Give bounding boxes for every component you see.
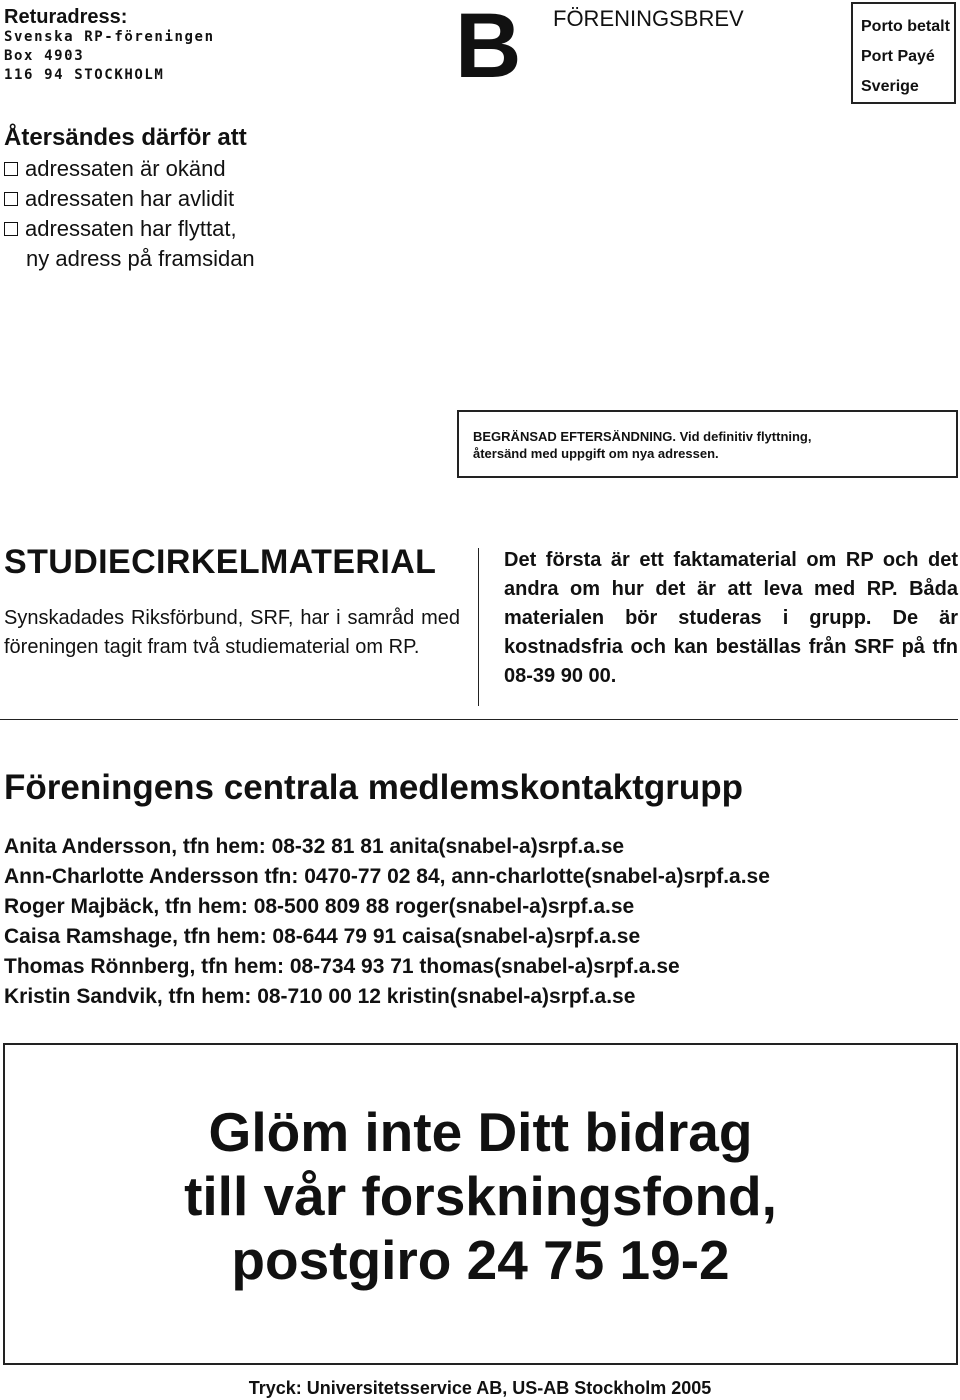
postage-line: Porto betalt <box>861 18 950 35</box>
print-credit: Tryck: Universitetsservice AB, US-AB Stockholm 2005 <box>248 1378 712 1398</box>
postage-line: Port Payé <box>861 48 935 65</box>
section-divider <box>0 719 958 720</box>
contact-item: Roger Majbäck, tfn hem: 08-500 809 88 roger(snabel-a)srpf.a.se <box>4 895 635 918</box>
contact-item: Caisa Ramshage, tfn hem: 08-644 79 91 caisa(snabel-a)srpf.a.se <box>4 925 641 948</box>
return-reasons <box>4 122 255 274</box>
return-reason-label: adressaten har flyttat, <box>25 216 237 241</box>
donation-text <box>5 1100 956 1292</box>
postal-class-letter: B <box>455 0 522 97</box>
return-address-line: Svenska RP-föreningen <box>4 29 215 45</box>
restricted-notice-line: BEGRÄNSAD EFTERSÄNDNING. Vid definitiv flyttning, <box>473 429 812 444</box>
contact-item: Thomas Rönnberg, tfn hem: 08-734 93 71 thomas(snabel-a)srpf.a.se <box>4 955 680 978</box>
donation-line: till vår forskningsfond, <box>184 1165 777 1227</box>
study-material-heading: STUDIECIRKELMATERIAL <box>4 543 437 581</box>
column-divider <box>478 548 479 706</box>
postage-line: Sverige <box>861 78 919 95</box>
restricted-forwarding-notice <box>457 410 958 478</box>
restricted-notice-line: återsänd med uppgift om nya adressen. <box>473 446 719 461</box>
contact-item: Ann-Charlotte Andersson tfn: 0470-77 02 84, ann-charlotte(snabel-a)srpf.a.se <box>4 865 770 888</box>
return-reason-continuation: ny adress på framsidan <box>26 246 255 271</box>
study-material-left-text: Synskadades Riksförbund, SRF, har i samråd med föreningen tagit fram två studiematerial om RP. <box>4 607 460 658</box>
letter-type-label: FÖRENINGSBREV <box>553 6 744 31</box>
checkbox[interactable] <box>4 162 18 176</box>
donation-line: postgiro 24 75 19-2 <box>231 1229 730 1291</box>
contacts-list <box>4 832 770 1012</box>
checkbox[interactable] <box>4 192 18 206</box>
donation-line: Glöm inte Ditt bidrag <box>208 1101 753 1163</box>
contact-item: Anita Andersson, tfn hem: 08-32 81 81 anita(snabel-a)srpf.a.se <box>4 835 625 858</box>
return-reason-item[interactable] <box>4 154 255 184</box>
return-reason-item[interactable] <box>4 214 255 244</box>
return-address-title: Returadress: <box>4 6 128 28</box>
contact-item: Kristin Sandvik, tfn hem: 08-710 00 12 kristin(snabel-a)srpf.a.se <box>4 985 636 1008</box>
postage-paid-box <box>851 2 956 104</box>
donation-box <box>3 1043 958 1365</box>
return-reason-label: adressaten är okänd <box>25 156 226 181</box>
contacts-heading: Föreningens centrala medlemskontaktgrupp <box>4 768 744 807</box>
return-reason-label: adressaten har avlidit <box>25 186 235 211</box>
return-address-line: 116 94 STOCKHOLM <box>4 67 165 83</box>
return-address <box>4 6 215 85</box>
return-reasons-title: Återsändes därför att <box>4 124 247 151</box>
return-reason-item[interactable] <box>4 184 255 214</box>
study-material-right-text: Det första är ett faktamaterial om RP och det andra om hur det är att leva med RP. Båda materialen bör studeras i grupp. De är kostnadsfria och kan beställas från SRF på tfn 08-39 90 00. <box>504 549 958 687</box>
return-address-line: Box 4903 <box>4 48 85 64</box>
checkbox[interactable] <box>4 222 18 236</box>
